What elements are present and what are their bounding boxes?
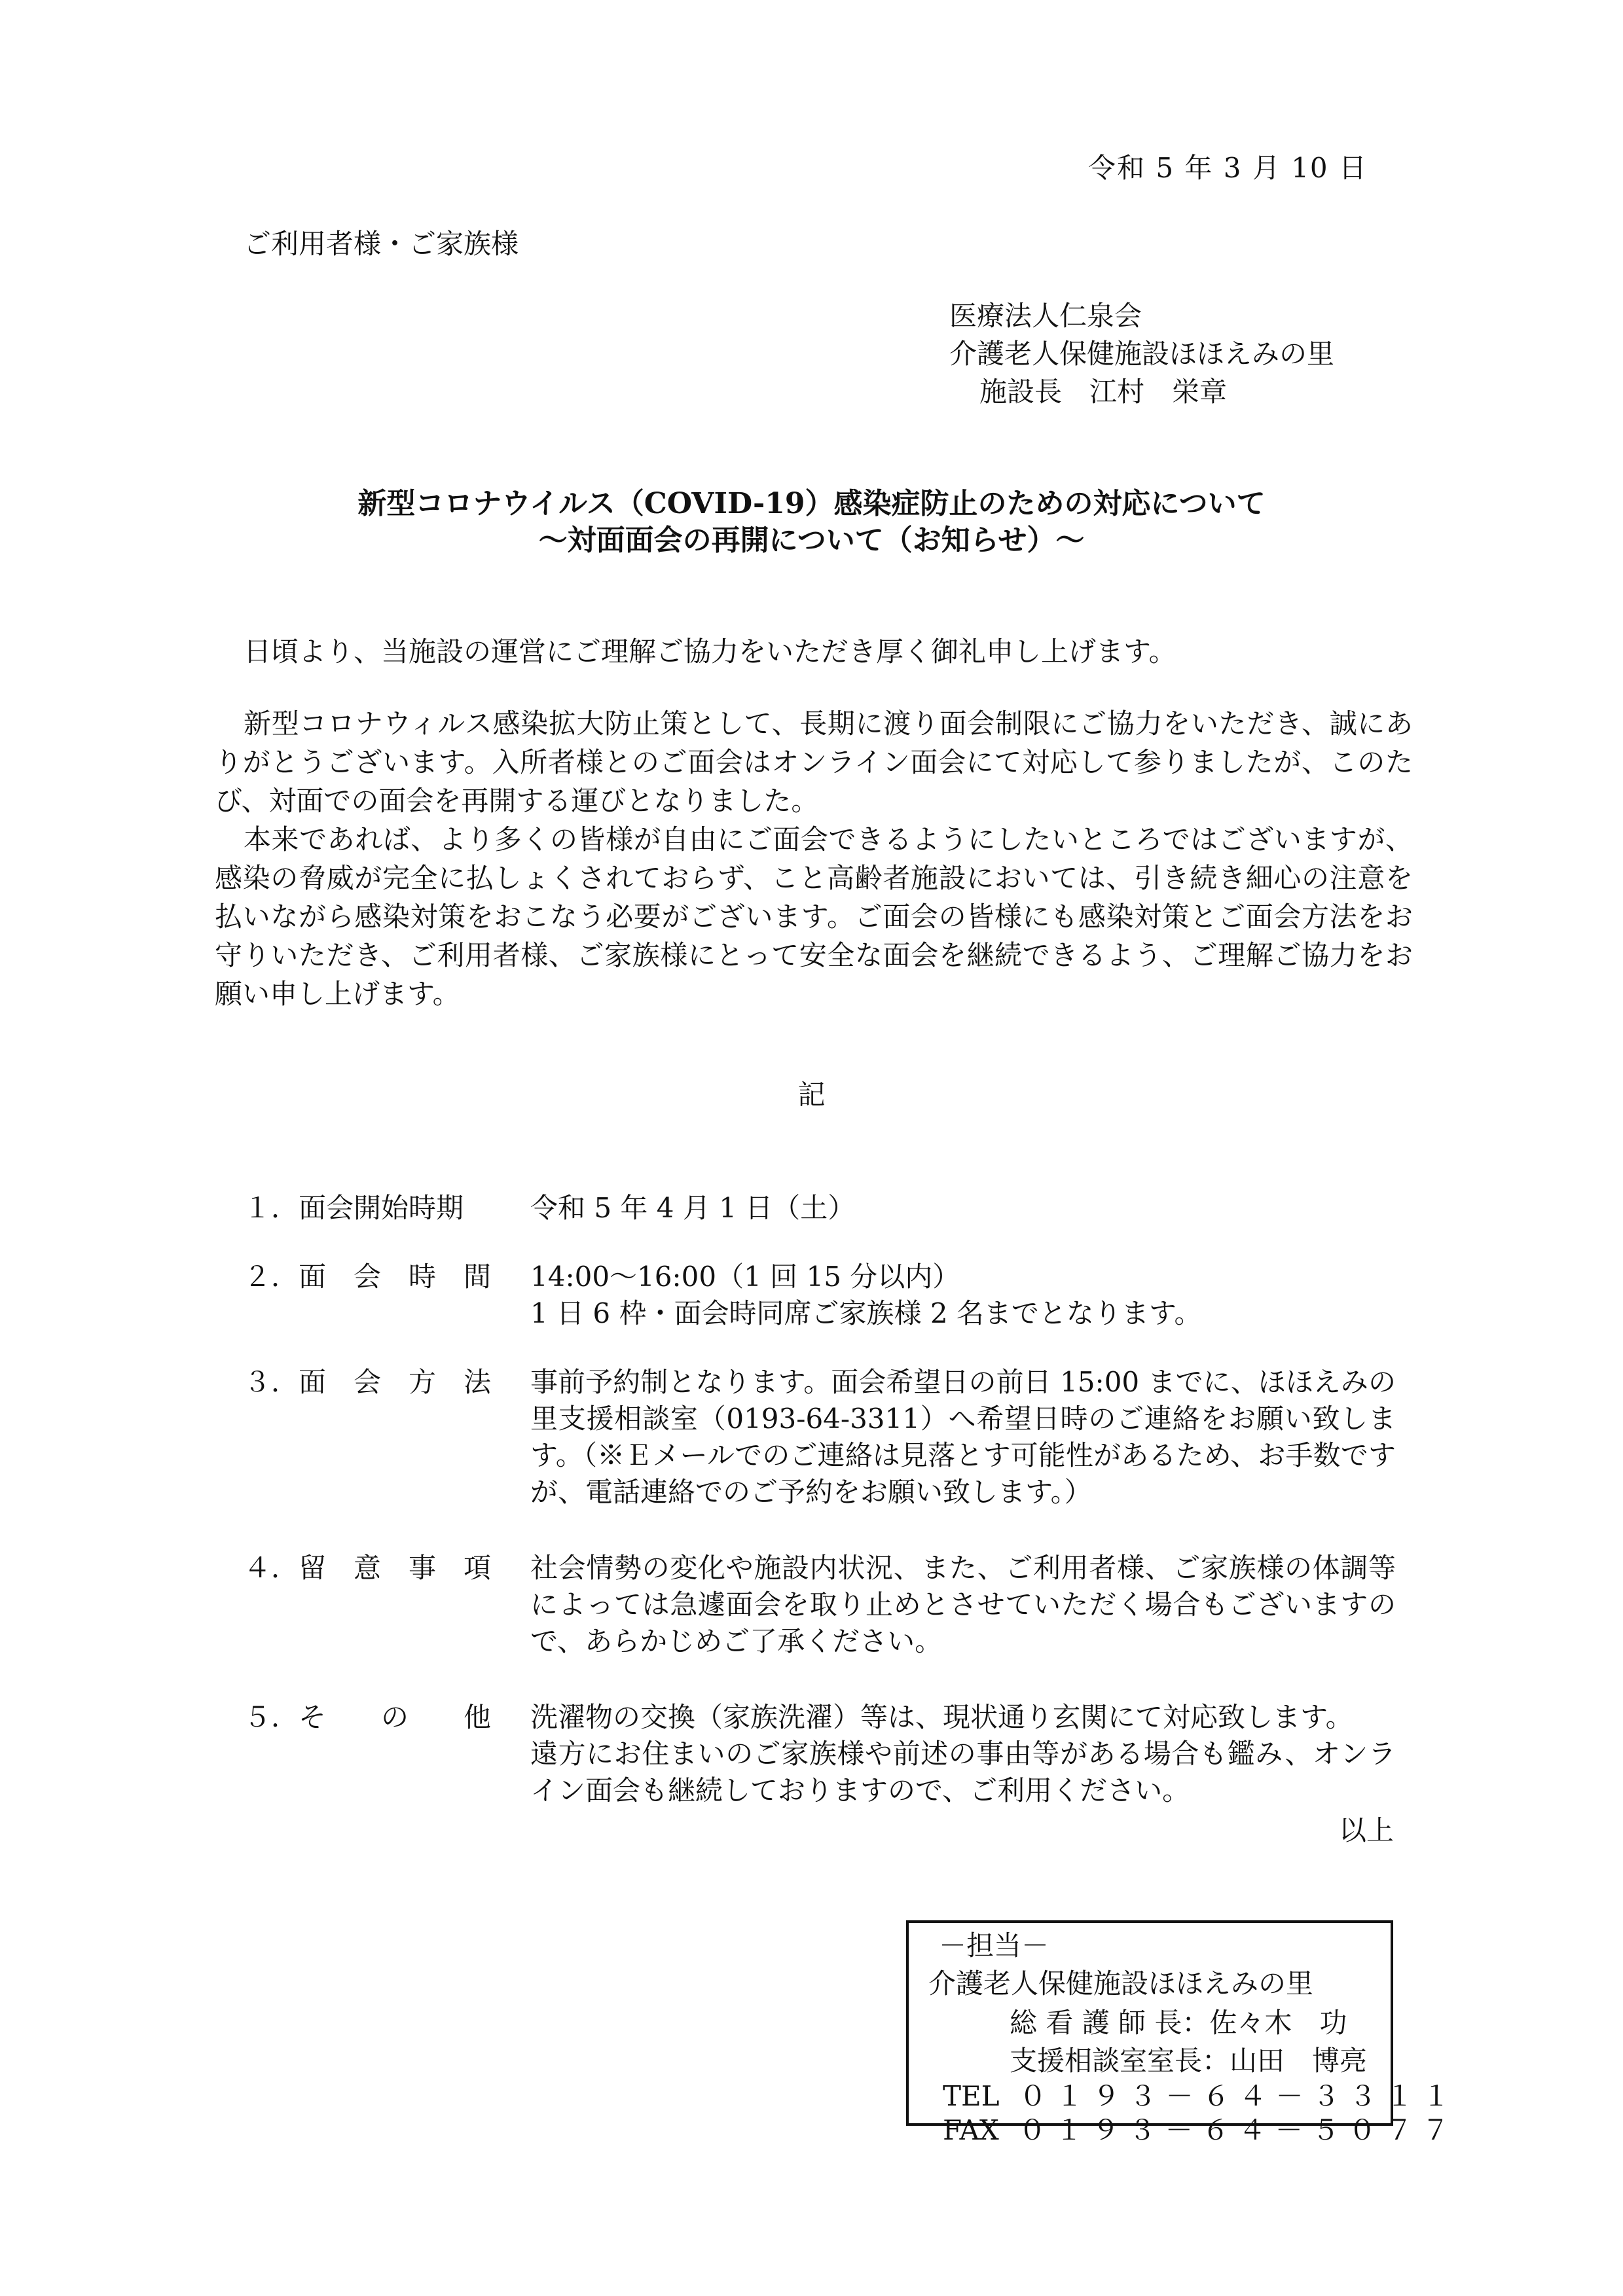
contact-heading: －担当－ [939,1929,1049,1962]
notice-subtitle: ～対面面会の再開について（お知らせ）～ [538,524,1085,557]
contact-box [906,1920,1459,2146]
contact-telephone [943,2080,1459,2112]
request-paragraph: 本来であれば、より多くの皆様が自由にご面会できるようにしたいところではございますが、感染の脅威が完全に払しょくされておらず、こと高齢者施設においては、引き続き細心の注意を払いながら感染対策をおこなう必要がございます。ご面会の皆様にも感染対策とご面会方法をお守りいただき、ご利用者様、ご家族様にとって安全な面会を継続できるよう、ご理解ご協力をお願い申し上げます。 [215,823,1413,1010]
notice-title: 新型コロナウイルス（COVID-19）感染症防止のための対応について [357,487,1266,520]
closing-ijou: 以上 [1338,1814,1394,1846]
item-text: 洗濯物の交換（家族洗濯）等は、現状通り玄関にて対応致します。 [530,1701,1353,1733]
item-label: ３．面 会 方 法 [244,1366,492,1398]
item-text-secondary: 遠方にお住まいのご家族様や前述の事由等がある場合も鑑み、オンライン面会も継続しておりますので、ご利用ください。 [530,1738,1396,1806]
item-label: ４．留 意 事 項 [244,1552,492,1584]
fax-label: FAX [943,2114,999,2146]
sender-organization: 医療法人仁泉会 [949,300,1142,332]
item-text: 令和 5 年 4 月 1 日（土） [530,1192,856,1224]
tel-label: TEL [943,2080,1000,2112]
item-label: ５．そ の 他 [244,1701,492,1733]
contact-head-nurse: 総 看 護 師 長：佐々木 功 [1010,2007,1347,2039]
sender-block [949,302,1334,416]
item-label: ２．面 会 時 間 [244,1261,492,1293]
recipient-line: ご利用者様・ご家族様 [244,228,519,260]
item-text: 14:00～16:00（1 回 15 分以内） [530,1261,960,1293]
contact-facility: 介護老人保健施設ほほえみの里 [928,1967,1314,2000]
item-text: 事前予約制となります。面会希望日の前日 15:00 までに、ほほえみの里支援相談室（0193-64-3311）へ希望日時のご連絡をお願い致します。（※Ｅメールでのご連絡は見落とす可能性があるため、お手数ですが、電話連絡でのご予約をお願い致します。） [530,1366,1396,1508]
tel-number: ０１９３－６４－３３１１ [1019,2080,1459,2112]
item-text: 社会情勢の変化や施設内状況、また、ご利用者様、ご家族様の体調等によっては急遽面会を取り止めとさせていただく場合もございますので、あらかじめご了承ください。 [530,1552,1396,1657]
sender-director: 施設長 江村 栄章 [979,376,1228,408]
announcement-paragraph: 新型コロナウィルス感染拡大防止策として、長期に渡り面会制限にご協力をいただき、誠にありがとうございます。入所者様とのご面会はオンライン面会にて対応して参りましたが、このたび、対面での面会を再開する運びとなりました。 [215,708,1413,817]
item-text-secondary: 1 日 6 枠・面会時同席ご家族様 2 名までとなります。 [530,1297,1202,1329]
item-label: １．面会開始時期 [244,1192,464,1224]
ki-heading: 記 [797,1079,826,1111]
fax-number: ０１９３－６４－５０７７ [1018,2114,1459,2146]
contact-fax [943,2114,1459,2146]
greeting-paragraph: 日頃より、当施設の運営にご理解ご協力をいただき厚く御礼申し上げます。 [244,636,1176,668]
sender-facility: 介護老人保健施設ほほえみの里 [949,338,1335,370]
contact-counseling-chief: 支援相談室室長：山田 博亮 [1010,2045,1368,2077]
document-date: 令和 5 年 3 月 10 日 [1088,152,1368,184]
